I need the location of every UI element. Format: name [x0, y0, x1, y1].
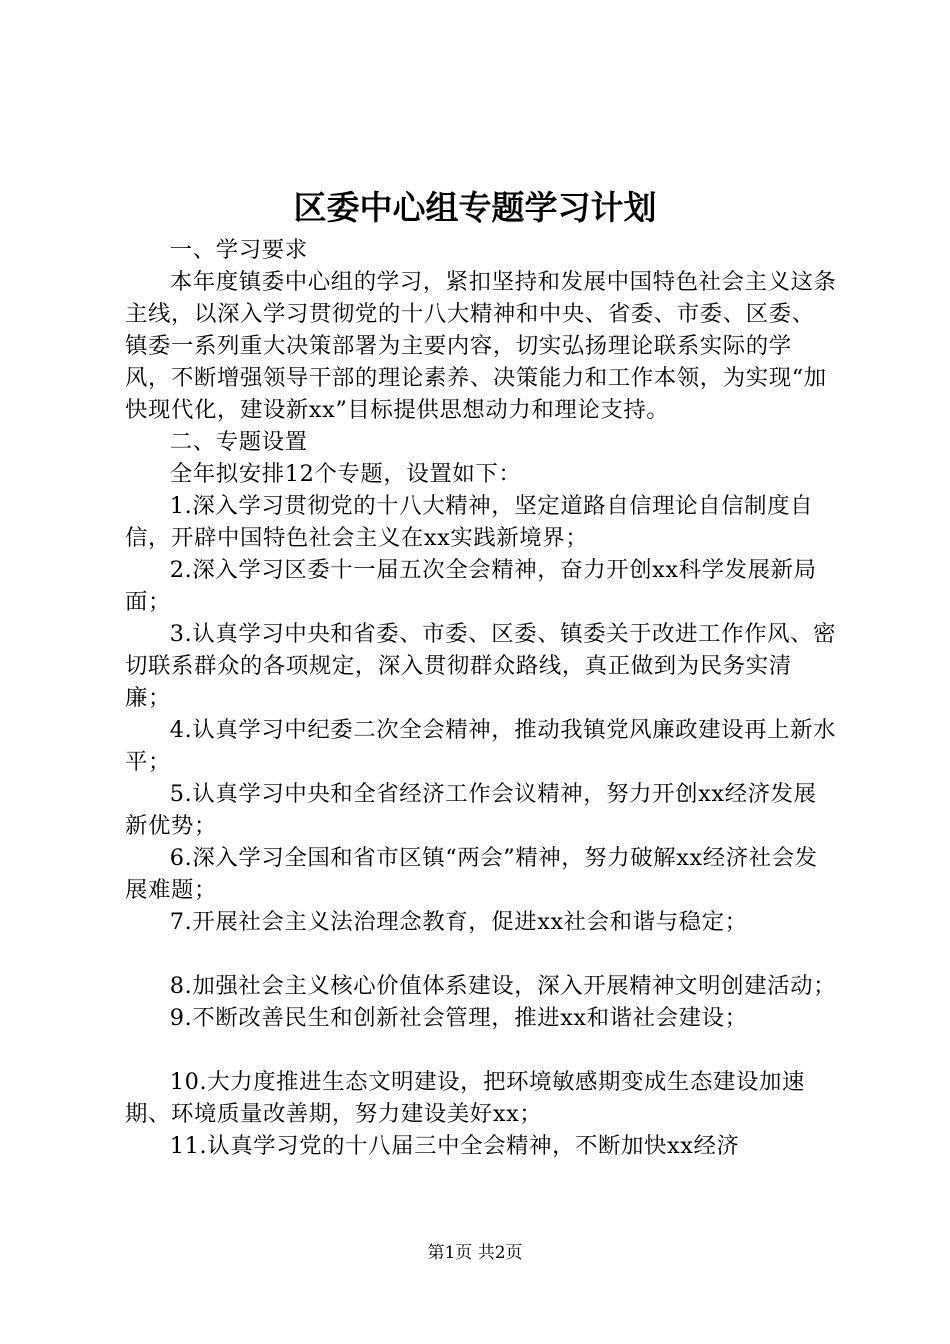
paragraph: 6.深入学习全国和省市区镇“两会”精神，努力破解xx经济社会发展难题； — [125, 845, 818, 903]
paragraph: 一、学习要求 — [169, 237, 308, 263]
paragraph: 二、专题设置 — [169, 429, 308, 455]
paragraph: 10.大力度推进生态文明建设，把环境敏感期变成生态建设加速期、环境质量改善期，努力建设美好xx； — [125, 1069, 805, 1127]
page-footer: 第1页 共2页 — [427, 1243, 523, 1263]
document-body — [125, 234, 837, 1162]
paragraph: 3.认真学习中央和省委、市委、区委、镇委关于改进工作作风、密切联系群众的各项规定，深入贯彻群众路线，真正做到为民务实清廉； — [125, 621, 837, 711]
paragraph: 本年度镇委中心组的学习，紧扣坚持和发展中国特色社会主义这条主线，以深入学习贯彻党的十八大精神和中央、省委、市委、区委、镇委一系列重大决策部署为主要内容，切实弘扬理论联系实际的学风，不断增强领导干部的理论素养、决策能力和工作本领，为实现“加快现代化，建设新xx”目标提供思想动力和理论支持。 — [125, 269, 837, 423]
paragraph: 5.认真学习中央和全省经济工作会议精神，努力开创xx经济发展新优势； — [125, 781, 817, 839]
paragraph: 11.认真学习党的十八届三中全会精神，不断加快xx经济 — [169, 1133, 740, 1159]
document-title: 区委中心组专题学习计划 — [293, 188, 657, 227]
paragraph: 9.不断改善民生和创新社会管理，推进xx和谐社会建设； — [169, 1005, 748, 1031]
paragraph: 全年拟安排12个专题，设置如下： — [169, 461, 522, 487]
paragraph: 8.加强社会主义核心价值体系建设，深入开展精神文明创建活动； — [169, 973, 837, 999]
paragraph: 1.深入学习贯彻党的十八大精神，坚定道路自信理论自信制度自信，开辟中国特色社会主义在xx实践新境界； — [125, 493, 814, 551]
paragraph: 7.开展社会主义法治理念教育，促进xx社会和谐与稳定； — [169, 909, 748, 935]
paragraph: 2.深入学习区委十一届五次全会精神，奋力开创xx科学发展新局面； — [125, 557, 817, 615]
paragraph: 4.认真学习中纪委二次全会精神，推动我镇党风廉政建设再上新水平； — [125, 717, 837, 775]
